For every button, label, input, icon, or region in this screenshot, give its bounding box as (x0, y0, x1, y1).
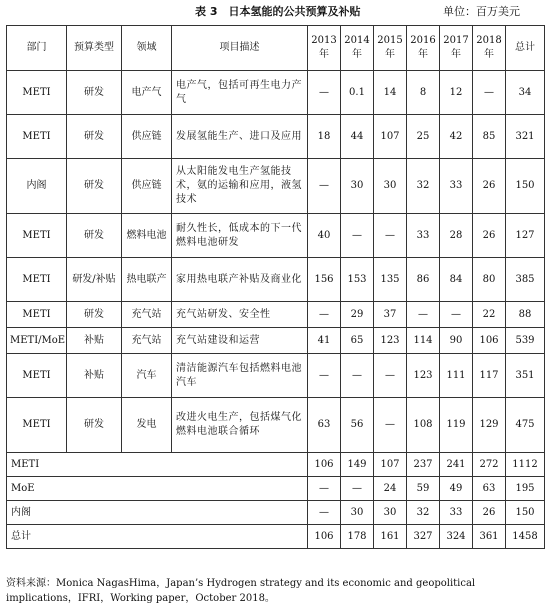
cell-total: 195 (506, 477, 545, 501)
cell-2016: 114 (407, 328, 440, 354)
cell-description: 电产气，包括可再生电力产气 (172, 71, 308, 115)
table-body (7, 71, 545, 453)
cell-2015: — (374, 354, 407, 398)
cell-2016: 33 (407, 214, 440, 258)
cell-description: 耐久性长，低成本的下一代燃料电池研发 (172, 214, 308, 258)
table-row (7, 159, 545, 214)
table-row (7, 71, 545, 115)
table-header (7, 26, 545, 71)
table-summary (7, 453, 545, 549)
cell-2014: — (341, 354, 374, 398)
cell-field: 电产气 (122, 71, 172, 115)
cell-2017: 119 (440, 398, 473, 453)
cell-2014: 30 (341, 159, 374, 214)
cell-2015: 107 (374, 115, 407, 159)
summary-row (7, 453, 545, 477)
cell-2016: 327 (407, 525, 440, 549)
cell-total: 475 (506, 398, 545, 453)
col-header-field: 领域 (122, 26, 172, 71)
cell-2015: 135 (374, 258, 407, 302)
cell-dept: 内阁 (7, 159, 67, 214)
cell-2017: 84 (440, 258, 473, 302)
cell-dept: METI (7, 398, 67, 453)
table-title: 表 3 日本氢能的公共预算及补贴 (195, 5, 361, 18)
col-header-2017: 2017年 (440, 26, 473, 71)
summary-row (7, 477, 545, 501)
cell-2014: 153 (341, 258, 374, 302)
cell-dept: METI (7, 71, 67, 115)
cell-total: 1112 (506, 453, 545, 477)
cell-2018: 85 (473, 115, 506, 159)
cell-2014: 29 (341, 302, 374, 328)
cell-2014: 149 (341, 453, 374, 477)
summary-row (7, 525, 545, 549)
cell-2018: 117 (473, 354, 506, 398)
cell-2013: 41 (308, 328, 341, 354)
cell-2018: 26 (473, 159, 506, 214)
cell-2014: 0.1 (341, 71, 374, 115)
cell-field: 充气站 (122, 302, 172, 328)
cell-dept: METI (7, 258, 67, 302)
table-row (7, 258, 545, 302)
cell-description: 从太阳能发电生产氢能技术，氨的运输和应用，液氢技术 (172, 159, 308, 214)
table-row (7, 354, 545, 398)
table-row (7, 398, 545, 453)
cell-field: 汽车 (122, 354, 172, 398)
budget-table (6, 25, 545, 549)
cell-2016: 86 (407, 258, 440, 302)
cell-2017: — (440, 302, 473, 328)
cell-dept: METI (7, 354, 67, 398)
cell-description: 发展氢能生产、进口及应用 (172, 115, 308, 159)
cell-2013: 63 (308, 398, 341, 453)
cell-budget-type: 研发 (67, 214, 122, 258)
cell-2016: — (407, 302, 440, 328)
cell-2015: 30 (374, 501, 407, 525)
cell-2016: 8 (407, 71, 440, 115)
cell-field: 燃料电池 (122, 214, 172, 258)
cell-total: 127 (506, 214, 545, 258)
cell-2018: 63 (473, 477, 506, 501)
cell-2015: 123 (374, 328, 407, 354)
cell-2017: 42 (440, 115, 473, 159)
summary-label: 内阁 (7, 501, 308, 525)
cell-2017: 33 (440, 501, 473, 525)
cell-budget-type: 研发 (67, 398, 122, 453)
table-row (7, 115, 545, 159)
cell-total: 150 (506, 501, 545, 525)
summary-label: 总计 (7, 525, 308, 549)
cell-2018: 106 (473, 328, 506, 354)
cell-2013: 18 (308, 115, 341, 159)
cell-dept: METI/MoE (7, 328, 67, 354)
cell-2015: 37 (374, 302, 407, 328)
cell-2017: 33 (440, 159, 473, 214)
table-row (7, 214, 545, 258)
cell-description: 充气站建设和运营 (172, 328, 308, 354)
cell-total: 385 (506, 258, 545, 302)
cell-2014: 178 (341, 525, 374, 549)
cell-2018: 129 (473, 398, 506, 453)
cell-budget-type: 研发/补贴 (67, 258, 122, 302)
cell-2013: — (308, 354, 341, 398)
col-header-total: 总计 (506, 26, 545, 71)
cell-2017: 49 (440, 477, 473, 501)
cell-2014: 44 (341, 115, 374, 159)
cell-total: 539 (506, 328, 545, 354)
cell-2018: 361 (473, 525, 506, 549)
summary-label: MoE (7, 477, 308, 501)
cell-2013: — (308, 71, 341, 115)
cell-2013: 106 (308, 525, 341, 549)
cell-total: 150 (506, 159, 545, 214)
unit-label: 单位：百万美元 (443, 5, 520, 18)
cell-dept: METI (7, 302, 67, 328)
cell-budget-type: 研发 (67, 159, 122, 214)
cell-budget-type: 研发 (67, 71, 122, 115)
cell-2017: 28 (440, 214, 473, 258)
cell-2016: 32 (407, 159, 440, 214)
cell-2016: 237 (407, 453, 440, 477)
cell-2015: 14 (374, 71, 407, 115)
cell-2013: 40 (308, 214, 341, 258)
cell-description: 清洁能源汽车包括燃料电池汽车 (172, 354, 308, 398)
table-row (7, 302, 545, 328)
cell-2016: 59 (407, 477, 440, 501)
cell-total: 351 (506, 354, 545, 398)
cell-2014: 30 (341, 501, 374, 525)
cell-field: 发电 (122, 398, 172, 453)
table-row (7, 328, 545, 354)
cell-2018: — (473, 71, 506, 115)
cell-2016: 108 (407, 398, 440, 453)
col-header-description: 项目描述 (172, 26, 308, 71)
cell-2013: 156 (308, 258, 341, 302)
summary-row (7, 501, 545, 525)
cell-description: 充气站研发、安全性 (172, 302, 308, 328)
cell-2017: 90 (440, 328, 473, 354)
cell-2015: 24 (374, 477, 407, 501)
cell-budget-type: 研发 (67, 302, 122, 328)
cell-2015: — (374, 398, 407, 453)
cell-2017: 111 (440, 354, 473, 398)
col-header-2014: 2014年 (341, 26, 374, 71)
cell-2013: — (308, 302, 341, 328)
cell-total: 321 (506, 115, 545, 159)
cell-2013: — (308, 477, 341, 501)
cell-2017: 241 (440, 453, 473, 477)
cell-field: 充气站 (122, 328, 172, 354)
cell-2016: 25 (407, 115, 440, 159)
cell-2015: 161 (374, 525, 407, 549)
cell-2013: 106 (308, 453, 341, 477)
cell-2016: 123 (407, 354, 440, 398)
cell-2014: 65 (341, 328, 374, 354)
col-header-dept: 部门 (7, 26, 67, 71)
cell-field: 供应链 (122, 159, 172, 214)
col-header-2015: 2015年 (374, 26, 407, 71)
table-caption (8, 3, 542, 21)
cell-description: 家用热电联产补贴及商业化 (172, 258, 308, 302)
cell-2017: 324 (440, 525, 473, 549)
cell-2015: 30 (374, 159, 407, 214)
cell-2015: — (374, 214, 407, 258)
cell-total: 34 (506, 71, 545, 115)
cell-2016: 32 (407, 501, 440, 525)
cell-total: 1458 (506, 525, 545, 549)
cell-field: 供应链 (122, 115, 172, 159)
cell-2014: 56 (341, 398, 374, 453)
cell-budget-type: 研发 (67, 115, 122, 159)
cell-field: 热电联产 (122, 258, 172, 302)
cell-2018: 26 (473, 501, 506, 525)
cell-dept: METI (7, 214, 67, 258)
source-note: 资料来源：Monica NagasHima，Japan’s Hydrogen strategy and its economic and geopolitical implications，IFRI，Working paper，October 2018。 (6, 578, 476, 604)
cell-budget-type: 补贴 (67, 354, 122, 398)
col-header-2016: 2016年 (407, 26, 440, 71)
cell-2014: — (341, 477, 374, 501)
col-header-budget-type: 预算类型 (67, 26, 122, 71)
cell-2014: — (341, 214, 374, 258)
cell-dept: METI (7, 115, 67, 159)
cell-2015: 107 (374, 453, 407, 477)
col-header-2013: 2013年 (308, 26, 341, 71)
cell-2018: 80 (473, 258, 506, 302)
cell-2013: — (308, 159, 341, 214)
col-header-2018: 2018年 (473, 26, 506, 71)
cell-2013: — (308, 501, 341, 525)
summary-label: METI (7, 453, 308, 477)
cell-2018: 272 (473, 453, 506, 477)
cell-budget-type: 补贴 (67, 328, 122, 354)
cell-2018: 26 (473, 214, 506, 258)
cell-2017: 12 (440, 71, 473, 115)
cell-description: 改进火电生产，包括煤气化燃料电池联合循环 (172, 398, 308, 453)
cell-2018: 22 (473, 302, 506, 328)
cell-total: 88 (506, 302, 545, 328)
